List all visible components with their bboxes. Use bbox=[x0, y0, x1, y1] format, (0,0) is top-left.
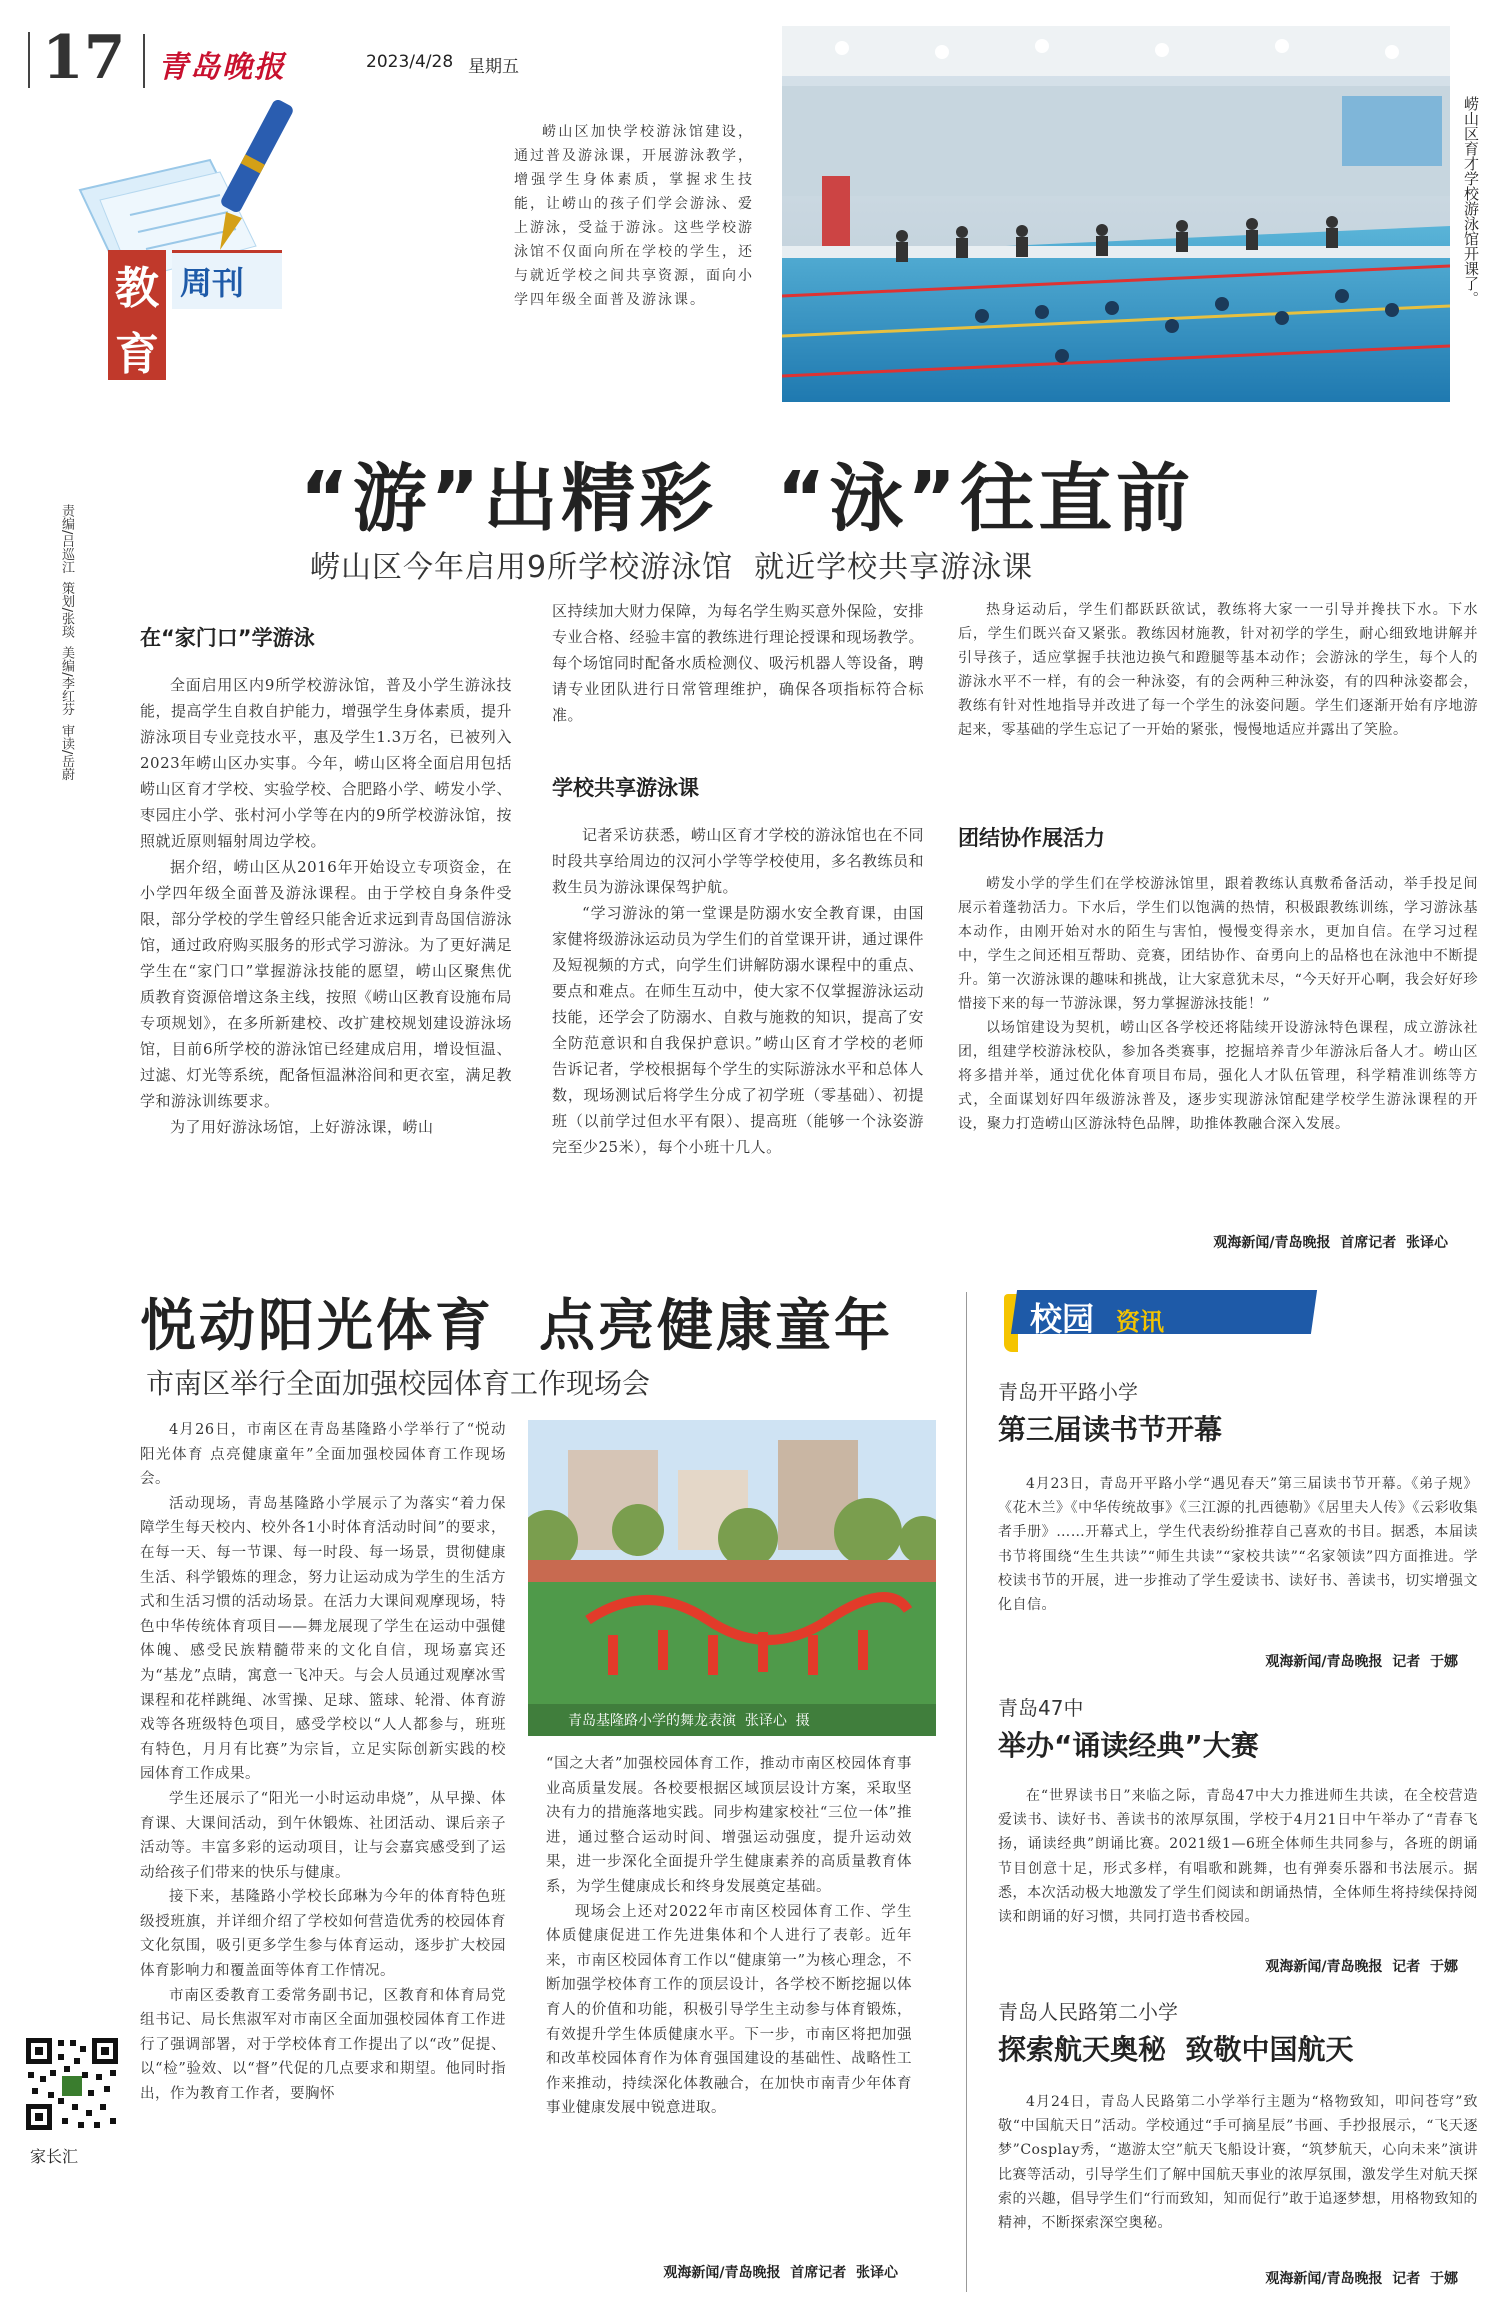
article1-col1 bbox=[140, 672, 512, 1140]
article1-section3-heading: 团结协作展活力 bbox=[958, 826, 1105, 850]
banner-main-text: 校园 bbox=[1030, 1300, 1095, 1338]
weekly-label: 周刊 bbox=[180, 264, 245, 302]
article1-byline: 观海新闻/青岛晚报 首席记者 张译心 bbox=[1213, 1235, 1448, 1251]
news-item-2-body: 在“世界读书日”来临之际，青岛47中大力推进师生共读，在全校营造爱读书、读好书、善读书的浓厚氛围，学校于4月21日中午举办了“青春飞扬，诵读经典”朗诵比赛。2021级1—6班全体师生共同参与，各班的朗诵节目创意十足，形式多样，有唱歌和跳舞，也有弹奏乐器和书法展示。据悉，本次活动极大地激发了学生们阅读和朗诵热情，全体师生将持续保持阅读和朗诵的好习惯，共同打造书香校园。 bbox=[998, 1788, 1478, 1926]
article1-col3-bottom bbox=[958, 872, 1478, 1136]
edu-char-1: 教 bbox=[115, 263, 159, 314]
pool-caption: 崂山区育才学校游泳馆开课了。 bbox=[1462, 96, 1480, 306]
section-logo bbox=[60, 100, 360, 400]
news-item-3-headline: 探索航天奥秘 致敬中国航天 bbox=[998, 2033, 1354, 2066]
dragon-dance-photo bbox=[528, 1420, 936, 1736]
dragon-photo-caption: 青岛基隆路小学的舞龙表演 张译心 摄 bbox=[568, 1713, 810, 1729]
qr-label: 家长汇 bbox=[30, 2147, 79, 2166]
swimming-pool-illustration bbox=[782, 26, 1450, 402]
article1-subtitle: 崂山区今年启用9所学校游泳馆 就近学校共享游泳课 bbox=[310, 550, 1034, 585]
issue-weekday: 星期五 bbox=[468, 57, 519, 77]
paragraph: “国之大者”加强校园体育工作，推动市南区校园体育事业高质量发展。各校要根据区域顶层设计方案，采取坚决有力的措施落地实践。同步构建家校社“三位一体”推进，通过整合运动时间、增强运动强度，提升运动效果，进一步深化全面提升学生健康素养的高质量教育体系，为学生健康成长和终身发展奠定基础。 bbox=[546, 1756, 912, 1895]
news-item-1-headline: 第三届读书节开幕 bbox=[998, 1413, 1223, 1446]
page-number: 17 bbox=[42, 23, 126, 93]
article1-col2-bottom bbox=[552, 822, 924, 1160]
editor-credits: 责编/吕巡江 策划/张琰 美编/李红芬 审读/岳蔚 bbox=[59, 504, 74, 781]
paragraph: 4月26日，市南区在青岛基隆路小学举行了“悦动阳光体育 点亮健康童年”全面加强校园体育工作现场会。 bbox=[140, 1422, 506, 1488]
dragon-dance-illustration bbox=[528, 1420, 936, 1736]
news-item-1-body: 4月23日，青岛开平路小学“遇见春天”第三届读书节开幕。《弟子规》《花木兰》《中华传统故事》《三江源的扎西德勒》《居里夫人传》《云彩收集者手册》……开幕式上，学生代表纷纷推荐自己喜欢的书目。据悉，本届读书节将围绕“生生共读”“师生共读”“家校共读”“名家领读”四方面推进。学校读书节的开展，进一步推动了学生爱读书、读好书、善读书，切实增强文化自信。 bbox=[998, 1476, 1478, 1614]
paragraph: 学生还展示了“阳光一小时运动串烧”，从早操、体育课、大课间活动，到午休锻炼、社团活动、课后亲子活动等。丰富多彩的运动项目，让与会嘉宾感受到了运动给孩子们带来的快乐与健康。 bbox=[140, 1790, 506, 1881]
article1-section1-heading: 在“家门口”学游泳 bbox=[140, 626, 315, 650]
article1-col2-top bbox=[552, 598, 924, 728]
news-item-2-school: 青岛47中 bbox=[998, 1696, 1084, 1720]
paragraph: 记者采访获悉，崂山区育才学校的游泳馆也在不同时段共享给周边的汉河小学等学校使用，多名教练员和救生员为游泳课保驾护航。 bbox=[552, 826, 925, 896]
pool-photo bbox=[782, 26, 1450, 402]
pen-body bbox=[219, 100, 295, 214]
news-item-3-body: 4月24日，青岛人民路第二小学举行主题为“格物致知，叩问苍穹”致敬“中国航天日”活动。学校通过“手可摘星辰”书画、手抄报展示，“飞天逐梦”Cosplay秀，“遨游太空”航天飞船设计赛，“筑梦航天，心向未来”演讲比赛等活动，引导学生们了解中国航天事业的浓厚氛围，激发学生对航天探索的兴趣，倡导学生们“行而致知，知而促行”敢于追逐梦想，用格物致知的精神，不断探索深空奥秘。 bbox=[998, 2094, 1478, 2232]
masthead-rule-left bbox=[28, 32, 30, 88]
news-item-2-byline: 观海新闻/青岛晚报 记者 于娜 bbox=[1265, 1959, 1458, 1975]
intro-paragraph: 崂山区加快学校游泳馆建设，通过普及游泳课，开展游泳教学，增强学生身体素质，掌握求生技能，让崂山的孩子们学会游泳、爱上游泳，受益于游泳。这些学校游泳馆不仅面向所在学校的学生，还与就近学校之间共享资源，面向小学四年级全面普及游泳课。 bbox=[514, 124, 754, 308]
paragraph: 为了用好游泳场馆，上好游泳课，崂山 bbox=[170, 1118, 434, 1136]
column-divider bbox=[966, 1292, 967, 2292]
news-item-2-headline: 举办“诵读经典”大赛 bbox=[998, 1729, 1259, 1762]
news-item-1-byline: 观海新闻/青岛晚报 记者 于娜 bbox=[1265, 1654, 1458, 1670]
news-item-3-school: 青岛人民路第二小学 bbox=[998, 2000, 1178, 2024]
campus-news-banner bbox=[1004, 1290, 1314, 1342]
article1-col3-top bbox=[958, 598, 1478, 742]
paragraph: 全面启用区内9所学校游泳馆，普及小学生游泳技能，提高学生自救自护能力，增强学生身体素质，提升游泳项目专业竞技水平，惠及学生1.3万名，已被列入2023年崂山区办实事。今年，崂山区将全面启用包括崂山区育才学校、实验学校、合肥路小学、崂发小学、枣园庄小学、张村河小学等在内的9所学校游泳馆，按照就近原则辐射周边学校。 bbox=[140, 676, 513, 850]
masthead-rule-mid bbox=[143, 34, 145, 88]
edu-char-2: 育 bbox=[115, 329, 159, 380]
masthead bbox=[28, 23, 548, 93]
article2-title: 悦动阳光体育 点亮健康童年 bbox=[140, 1294, 893, 1359]
article1-title: “游”出精彩 “泳”往直前 bbox=[300, 456, 1195, 542]
paragraph: 以场馆建设为契机，崂山区各学校还将陆续开设游泳特色课程，成立游泳社团，组建学校游泳校队，参加各类赛事，挖掘培养青少年游泳后备人才。崂山区将多措并举，通过优化体育项目布局，强化人才队伍管理，科学精准训练等方式，全面谋划好四年级游泳普及，逐步实现游泳馆配建学校学生游泳课程的开设，聚力打造崂山区游泳特色品牌，助推体教融合深入发展。 bbox=[958, 1020, 1478, 1132]
banner-sub-text: 资讯 bbox=[1116, 1308, 1164, 1336]
issue-date: 2023/4/28 bbox=[366, 52, 454, 72]
article2-col1 bbox=[140, 1418, 506, 2107]
paragraph: 热身运动后，学生们都跃跃欲试，教练将大家一一引导并搀扶下水。下水后，学生们既兴奋又紧张。教练因材施教，针对初学的学生，耐心细致地讲解并引导孩子，适应掌握手扶池边换气和蹬腿等基本动作；会游泳的学生，每个人的游泳水平不一样，有的会一种泳姿，有的会两种三种泳姿，有的四种泳姿都会，教练有针对性地指导并改进了每一个学生的泳姿问题。学生们逐渐开始有序地游起来，零基础的学生忘记了一开始的紧张，慢慢地适应并露出了笑脸。 bbox=[958, 602, 1478, 738]
article1-section2-heading: 学校共享游泳课 bbox=[552, 776, 699, 800]
qr-code[interactable] bbox=[24, 2036, 120, 2132]
paragraph: 活动现场，青岛基隆路小学展示了为落实“着力保障学生每天校内、校外各1小时体育活动时间”的要求，在每一天、每一节课、每一时段、每一场景，贯彻健康生活、科学锻炼的理念，努力让运动成为学生的生活方式和生活习惯的活动场景。在活力大课间观摩现场，特色中华传统体育项目——舞龙展现了学生在运动中强健体魄、感受民族精髓带来的文化自信，现场嘉宾还为“基龙”点睛，寓意一飞冲天。与会人员通过观摩冰雪课程和花样跳绳、冰雪操、足球、篮球、轮滑、体育游戏等各班级特色项目，感受学校以“人人都参与，班班有特色，月月有比赛”为宗旨，立足实际创新实践的校园体育工作成果。 bbox=[140, 1495, 506, 1783]
paragraph: 崂发小学的学生们在学校游泳馆里，跟着教练认真敷希备活动，举手投足间展示着蓬勃活力。下水后，学生们以饱满的热情，积极跟教练训练，学习游泳基本动作，由刚开始对水的陌生与害怕，慢慢变得亲水，更加自信。在学习过程中，学生之间还相互帮助、竞赛，团结协作、奋勇向上的品格也在泳池中不断提升。第一次游泳课的趣味和挑战，让大家意犹未尽，“今天好开心啊，我会好好珍惜接下来的每一节游泳课，努力掌握游泳技能！” bbox=[958, 876, 1478, 1012]
article2-byline: 观海新闻/青岛晚报 首席记者 张译心 bbox=[663, 2265, 898, 2281]
news-item-3-byline: 观海新闻/青岛晚报 记者 于娜 bbox=[1265, 2271, 1458, 2287]
paper-name: 青岛晚报 bbox=[158, 50, 286, 85]
paragraph: “学习游泳的第一堂课是防溺水安全教育课，由国家健将级游泳运动员为学生们的首堂课开讲，通过课件及短视频的方式，向学生们讲解防溺水课程中的重点、要点和难点。在师生互动中，使大家不仅掌握游泳运动技能，还学会了防溺水、自救与施救的知识，提高了安全防范意识和自我保护意识。”崂山区育才学校的老师告诉记者，学校根据每个学生的实际游泳水平和总体人数，现场测试后将学生分成了初学班（零基础）、初提班（以前学过但水平有限）、提高班（能够一个泳姿游完至少25米），每个小班十几人。 bbox=[552, 904, 925, 1156]
news-item-1-school: 青岛开平路小学 bbox=[998, 1380, 1138, 1404]
paragraph: 据介绍，崂山区从2016年开始设立专项资金，在小学四年级全面普及游泳课程。由于学校自身条件受限，部分学校的学生曾经只能舍近求远到青岛国信游泳馆，通过政府购买服务的形式学习游泳。为了更好满足学生在“家门口”掌握游泳技能的愿望，崂山区聚焦优质教育资源倍增这条主线，按照《崂山区教育设施布局专项规划》，在多所新建校、改扩建校规划建设游泳场馆，目前6所学校的游泳馆已经建成启用，增设恒温、过滤、灯光等系统，配备恒温淋浴间和更衣室，满足教学和游泳训练要求。 bbox=[140, 858, 513, 1110]
paragraph: 区持续加大财力保障，为每名学生购买意外保险，安排专业合格、经验丰富的教练进行理论授课和现场教学。每个场馆同时配备水质检测仪、吸污机器人等设备，聘请专业团队进行日常管理维护，确保各项指标符合标准。 bbox=[552, 602, 925, 724]
article2-col2 bbox=[546, 1752, 912, 2121]
qr-code-icon bbox=[24, 2036, 120, 2132]
paragraph: 现场会上还对2022年市南区校园体育工作、学生体质健康促进工作先进集体和个人进行了表彰。近年来，市南区校园体育工作以“健康第一”为核心理念，不断加强学校体育工作的顶层设计，各学校不断挖掘以体育人的价值和功能，积极引导学生主动参与体育锻炼，有效提升学生体质健康水平。下一步，市南区将把加强和改革校园体育作为体育强国建设的基础性、战略性工作来推动，持续深化体教融合，在加快市南青少年体育事业健康发展中锐意进取。 bbox=[546, 1903, 912, 2117]
paragraph: 接下来，基隆路小学校长邱琳为今年的体育特色班级授班旗，并详细介绍了学校如何营造优秀的校园体育文化氛围，吸引更多学生参与体育运动，逐步扩大校园体育影响力和覆盖面等体育工作情况。 bbox=[140, 1889, 506, 1980]
paragraph: 市南区委教育工委常务副书记，区教育和体育局党组书记、局长焦淑军对市南区全面加强校园体育工作进行了强调部署，对于学校体育工作提出了以“改”促提、以“检”验效、以“督”代促的几点要求和期望。他同时指出，作为教育工作者，要胸怀 bbox=[140, 1987, 506, 2103]
article2-subtitle: 市南区举行全面加强校园体育工作现场会 bbox=[146, 1367, 651, 1400]
